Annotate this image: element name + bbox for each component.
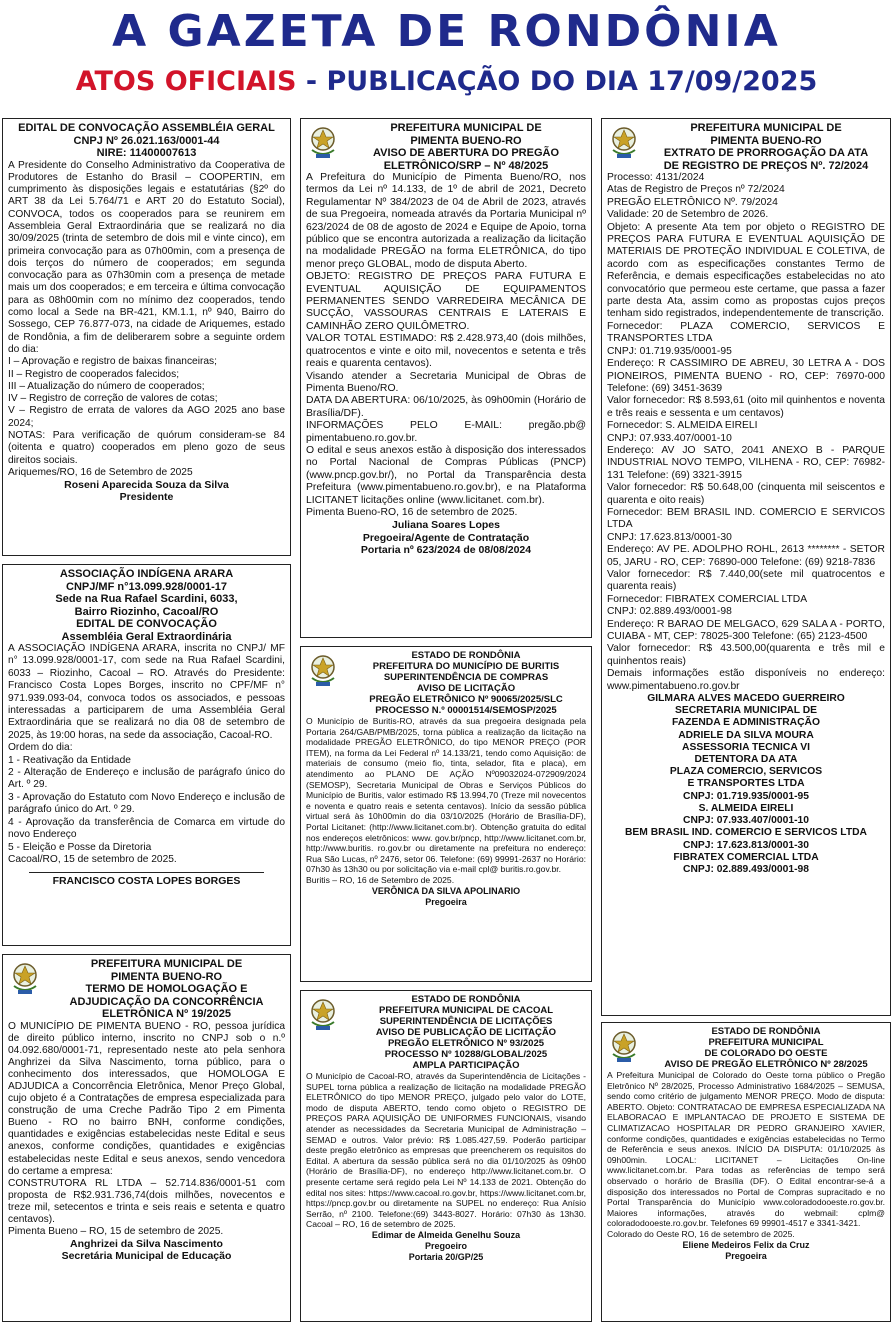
- signature-line-text: Edimar de Almeida Genelhu Souza: [371, 1229, 521, 1240]
- notice-header: [8, 568, 285, 643]
- body-paragraph: Visando atender a Secretaria Municipal de Obras de Pimenta Bueno/RO.: [306, 370, 586, 394]
- header-line: EDITAL DE CONVOCAÇÃO: [76, 618, 217, 630]
- notice-body: [8, 160, 285, 480]
- header-line: PREGÃO ELETRÔNICO Nº 93/2025: [387, 1038, 545, 1049]
- pimenta-bueno-seal-icon: [608, 124, 640, 160]
- signature-line-text: PLAZA COMERCIO, SERVICOS: [669, 766, 823, 778]
- cacoal-seal-icon: [307, 996, 339, 1032]
- notice-body: [607, 172, 885, 693]
- body-paragraph: O edital e seus anexos estão à disposição dos interessados no Portal Nacional de Compras Públicas (PNCP) (www.pncp.gov.br/), no Portal da Transparência desta Prefeitura (www.pimentabueno.ro.gov.br), e na Plataforma LICITANET licitações online (www.licitanet. com.br).: [306, 444, 586, 506]
- header-line: DE COLORADO DO OESTE: [704, 1048, 828, 1059]
- signature-line-text: VERÔNICA DA SILVA APOLINARIO: [371, 885, 521, 896]
- body-paragraph: II – Registro de cooperados falecidos;: [8, 368, 180, 380]
- body-paragraph: V – Registro de errata de valores da AGO 2025 ano base 2024;: [8, 405, 285, 429]
- header-line: PIMENTA BUENO-RO: [410, 134, 522, 147]
- body-paragraph: Fornecedor: PLAZA COMERCIO, SERVICOS E TRANSPORTES LTDA: [607, 320, 885, 345]
- header-line: SUPERINTENDÊNCIA DE LICITAÇÕES: [379, 1016, 553, 1027]
- body-paragraph: A Prefeitura Municipal de Colorado do Oeste torna público o Pregão Eletrônico Nº 28/2025, Processo Administrativo 1684/2025 – SEMUSA, sendo como critério de julgamento MENOR PREÇO. Modo de disputa: ABERTO. Objeto: CONTRATACAO DE EMPRESA ESPECIALIZADA NA ELABORACAO E IMPLANTACAO DE PROJETO E SISTEMA DE CLIMATIZACAO HOSPITALAR DR PEDRO GRANJEIRO XAVIER, conforme condições, quantidades e exigências estabelecidas no Termo de Referência e seus anexos. INÍCIO DA DISPUTA: 01/10/2025 às 09h00min. LOCAL: LICITANET – Licitações On-line www.licitanet.com.br. Para todas as referências de tempo será observado o horário de Brasília (DF). O Edital encontrar-se-á a disposição dos interessados no Portal de Compras supracitado e no Portal Transparência do Município www.coloradodooeste.ro.gov.br. Maiores informações, através do webmail: cplm@ coloradodooeste.ro.gov.br. Telefones 69 99901-4517 e 3341-3421.: [607, 1070, 885, 1229]
- body-paragraph: 4 - Aprovação da transferência de Comarca em virtude do novo Endereço: [8, 816, 285, 841]
- body-paragraph: Buritis – RO, 16 de Setembro de 2025.: [306, 874, 455, 885]
- header-line: PREFEITURA MUNICIPAL: [708, 1037, 824, 1048]
- body-paragraph: CNPJ: 01.719.935/0001-95: [607, 345, 732, 357]
- body-paragraph: Objeto: A presente Ata tem por objeto o REGISTRO DE PREÇOS PARA FUTURA E EVENTUAL AQUISIÇÃO DE MATERIAIS DE PROTEÇÃO INDIVIDUAL E COLETIVA, de acordo com as especificações constantes Termo de Referência, e demais especificações estabelecidas no ato convocatório que permeou este certame, que passa a fazer parte desta Ata, assim como as propostas cujos preços tenham sido registrados, independentemente de transcrição.: [607, 221, 885, 320]
- header-line: ESTADO DE RONDÔNIA: [711, 1026, 821, 1037]
- body-paragraph: Fornecedor: FIBRATEX COMERCIAL LTDA: [607, 593, 808, 605]
- notice-body: [8, 1021, 285, 1239]
- masthead: [0, 0, 893, 116]
- notice-signature: [306, 1230, 586, 1263]
- header-line: ESTADO DE RONDÔNIA: [411, 994, 521, 1005]
- header-line: ASSOCIAÇÃO INDÍGENA ARARA: [59, 568, 234, 580]
- signature-line-text: Secretária Municipal de Educação: [61, 1250, 232, 1263]
- pimenta-bueno-seal-icon: [9, 960, 41, 996]
- header-line: EDITAL DE CONVOCAÇÃO ASSEMBLÉIA GERAL: [18, 122, 275, 134]
- signature-line-text: CNPJ: 01.719.935/0001-95: [683, 790, 809, 802]
- body-paragraph: Valor fornecedor: R$ 8.593,61 (oito mil quinhentos e noventa e três reais e sessenta e um centavos): [607, 395, 885, 419]
- body-paragraph: 3 - Aprovação do Estatuto com Novo Endereço e inclusão de parágrafo único do Art. º 29.: [8, 791, 285, 816]
- body-paragraph: Ordem do dia:: [8, 742, 73, 754]
- notice-homologacao-creche: [2, 954, 291, 1322]
- signature-line-text: Juliana Soares Lopes: [392, 519, 500, 532]
- header-line: NIRE: 11400007613: [96, 147, 197, 159]
- signature-line-text: CNPJ: 07.933.407/0001-10: [683, 815, 809, 827]
- body-paragraph: VALOR TOTAL ESTIMADO: R$ 2.428.973,40 (dois milhões, quatrocentos e vinte e oito mil, novecentos e setenta e três reais e quarenta centavos).: [306, 333, 586, 370]
- body-paragraph: 1 - Reativação da Entidade: [8, 754, 131, 766]
- signature-line-text: Pregoeira: [725, 1250, 767, 1261]
- header-line: ELETRÔNICO/SRP – Nº 48/2025: [383, 159, 549, 172]
- body-paragraph: 5 - Eleição e Posse da Diretoria: [8, 841, 152, 853]
- notice-pregao-48: [300, 118, 592, 638]
- header-line: SUPERINTENDÊNCIA DE COMPRAS: [383, 672, 549, 683]
- notice-signature: [306, 886, 586, 908]
- body-paragraph: Endereço: R BARAO DE MELGACO, 629 SALA A - PORTO, CUIABA - MT, CEP: 78025-300 Telefone: (65) 2123-4500: [607, 618, 885, 643]
- notice-buritis: [300, 646, 592, 982]
- body-paragraph: Validade: 20 de Setembro de 2026.: [607, 209, 769, 221]
- notice-header: [306, 994, 586, 1071]
- signature-line-text: ASSESSORIA TECNICA VI: [682, 741, 810, 753]
- body-paragraph: PREGÃO ELETRÔNICO Nº. 79/2024: [607, 196, 778, 208]
- header-line: AVISO DE PREGÃO ELETRÔNICO Nº 28/2025: [664, 1059, 868, 1070]
- body-paragraph: III – Atualização do número de cooperados;: [8, 380, 205, 392]
- body-paragraph: O Município de Buritis-RO, através da sua pregoeira designada pela Portaria 264/GAB/PMB/2025, torna pública a realização da licitação na modalidade PREGÃO ELETRÔNICO, do tipo MENOR PREÇO (POR ITEM), na forma da Lei Federal nº 14.133/21, tendo como Aquisição: de materiais de consumo (meio fio, tinta, selador, fita e placa), em atendimento ao PLANO DE AÇÃO Nº09032024-072909/2024 (SEMOSP), Secretaria Municipal de Obras e Serviços Públicos do Município de Buritis, valor estimado R$ 13.994,70 (Treze mil novecentos e noventa e quatro reais e setenta centavos). Início da sessão pública virtual será às 10h00min do dia 03/10/2025 (Horário de Brasília-DF), Portal Licitanet: (http://www.licitanet.com.br). Obtenção gratuita do edital nos endereços eletrônicos: www. gov.br/pncp, http://www.licitanet.com.br, http://www.buritis. ro.gov.br ou diretamente na prefeitura no endereço: Rua São Lucas, nº 2476, setor 06. Telefone: (69) 99991-2637 no Horário: 07h30 às 13h30 ou por solicitação via e-mail cpl@ buritis.ro.gov.br.: [306, 716, 586, 875]
- header-line: PIMENTA BUENO-RO: [710, 134, 822, 147]
- body-paragraph: A Prefeitura do Município de Pimenta Bueno/RO, nos termos da Lei nº 14.133, de 1º de abril de 2021, Decreto Regulamentar Nº 384/2023 de 04 de Abril de 2023, através de sua Pregoeira, nomeada através da Portaria Municipal nº 623/2024 de 08 de agosto de 2024 e Equipe de Apoio, torna público que se encontra autorizada a realização da licitação na modalidade PREGÃO na forma ELETRÔNICA, do tipo menor preço GLOBAL, modo de disputa Aberto.: [306, 172, 586, 270]
- subtitle-separator: -: [296, 66, 327, 97]
- colorado-seal-icon: [608, 1028, 640, 1064]
- notice-signature: [607, 1240, 885, 1262]
- notice-signature: [306, 519, 586, 556]
- body-paragraph: OBJETO: REGISTRO DE PREÇOS PARA FUTURA E EVENTUAL AQUISIÇÃO DE EQUIPAMENTOS PERMANENTES SENDO VARREDEIRA MECÂNICA DE SUCÇÃO, VASSOURAS CENTRAIS E LATERAIS E CAMINHÃO ZERO QUILÔMETRO.: [306, 271, 586, 332]
- body-paragraph: Endereço: R CASSIMIRO DE ABREU, 30 LETRA A - DOS PIONEIROS, PIMENTA BUENO - RO, CEP: 76970-000 Telefone: (69) 3451-3639: [607, 358, 885, 394]
- header-line: DE REGISTRO DE PREÇOS Nº. 72/2024: [663, 159, 869, 172]
- body-paragraph: Valor fornecedor: R$ 50.648,00 (cinquenta mil seiscentos e quarenta e oito reais): [607, 482, 885, 506]
- signature-line-text: Pregoeira/Agente de Contratação: [362, 531, 530, 544]
- body-paragraph: Cacoal/RO, 15 de setembro de 2025.: [8, 853, 177, 865]
- subtitle-date: PUBLICAÇÃO DO DIA 17/09/2025: [326, 66, 818, 97]
- header-line: ESTADO DE RONDÔNIA: [411, 650, 521, 661]
- header-line: AVISO DE PUBLICAÇÃO DE LICITAÇÃO: [375, 1027, 557, 1038]
- header-line: ELETRÔNICA Nº 19/2025: [102, 1008, 231, 1020]
- header-line: CNPJ Nº 26.021.163/0001-44: [73, 134, 220, 147]
- body-paragraph: INFORMAÇÕES PELO E-MAIL: pregão.pb@ pimentabueno.ro.gov.br.: [306, 420, 586, 444]
- body-paragraph: O MUNICÍPIO DE PIMENTA BUENO - RO, pessoa jurídica de direito público interno, inscrito no CNPJ sob o n.º 04.092.680/0001-71, representado neste ato pela senhora Anghrizei da Silva Nascimento, torna público, para o conhecimento dos interessados, que HOMOLOGA E ADJUDICA a Concorrência Eletrônica, Menor Preço Global, cujo objeto é a Contratações de empresa especializada para construção de uma Creche Padrão Tipo 2 em Pimenta Bueno - RO no bairro BNH, conforme condições, quantidades e exigências estabelecidas neste Edital e seus anexos, conforme condições, quantidades e exigências estabelecidas neste Edital e seus anexos, sendo vencedora do certame a empresa:: [8, 1020, 285, 1177]
- notice-ata-72: [601, 118, 891, 1016]
- signature-line-text: GILMARA ALVES MACEDO GUERREIRO: [647, 693, 845, 705]
- header-line: AVISO DE ABERTURA DO PREGÃO: [373, 147, 559, 159]
- notice-signature: [8, 1238, 285, 1262]
- body-paragraph: Endereço: AV JO SATO, 2041 ANEXO B - PARQUE INDUSTRIAL NOVO TEMPO, VILHENA - RO, CEP: 76982-131 Telefone: (69) 3321-3915: [607, 444, 885, 481]
- body-paragraph: Valor fornecedor: R$ 43.500,00(quarenta e três mil e quinhentos reais): [607, 643, 885, 667]
- notice-body: [306, 716, 586, 886]
- body-paragraph: CNPJ: 07.933.407/0001-10: [607, 432, 732, 444]
- header-line: CNPJ/MF n°13.099.928/0001-17: [66, 580, 227, 593]
- signature-line-text: Portaria nº 623/2024 de 08/08/2024: [360, 543, 532, 556]
- notice-cacoal: [300, 990, 592, 1322]
- signature-line-text: BEM BRASIL IND. COMERCIO E SERVICOS LTDA: [625, 827, 867, 839]
- signature-line: [29, 872, 264, 873]
- signature-line-text: CNPJ: 02.889.493/0001-98: [683, 863, 809, 875]
- signature-line-text: Roseni Aparecida Souza da Silva: [64, 479, 229, 492]
- signature-line-text: Presidente: [119, 491, 174, 504]
- body-paragraph: Valor fornecedor: R$ 7.440,00(sete mil quatrocentos e quarenta reais): [607, 569, 885, 593]
- body-paragraph: A Presidente do Conselho Administrativo da Cooperativa de Produtores de Estanho do Brasil – COOPERTIN, em cumprimento às disposições legais e estatutárias (§2º do ART 38 da Lei 5.764/71 e ART 20 do Estatuto Social), CONVOCA, todos os cooperados para se reunirem em Assembleia Geral Extraordinária que se realizará no dia 30/09/2025 (trinta de setembro de dois mil e vinte cinco), em primeira convocação para as 07h00min, com a presença de dois terços do número de cooperados; em segunda convocação para as 07h30min com a presença de metade mais um dos cooperados; e em terceira e última convocação para as 08h00min com no mínimo dez cooperados, tendo como local a Sede na BR-421, KM.1.1, nº 940, Bairro do Sossego, CEP 76.877-073, na cidade de Ariquemes, estado de Rondônia, a fim de deliberarem sobre a seguinte ordem do dia:: [8, 159, 285, 355]
- signature-line-text: Eliene Medeiros Felix da Cruz: [682, 1239, 810, 1250]
- header-line: PREFEITURA MUNICIPAL DE CACOAL: [379, 1005, 553, 1016]
- signature-line-text: Portaria 20/GP/25: [408, 1251, 484, 1262]
- body-paragraph: IV – Registro de correção de valores de cotas;: [8, 393, 218, 405]
- header-line: AVISO DE LICITAÇÃO: [416, 683, 516, 694]
- body-paragraph: Atas de Registro de Preços nº 72/2024: [607, 184, 785, 196]
- body-paragraph: Processo: 4131/2024: [607, 172, 705, 183]
- signature-line-text: Pregoeira: [425, 896, 467, 907]
- signature-line-text: DETENTORA DA ATA: [694, 754, 798, 766]
- notice-header: [8, 958, 285, 1021]
- signature-line-text: CNPJ: 17.623.813/0001-30: [683, 839, 809, 851]
- notice-signature: [8, 875, 285, 887]
- header-line: PROCESSO N.º 00001514/SEMOSP/2025: [375, 705, 557, 716]
- signature-line-text: SECRETARIA MUNICIPAL DE: [674, 705, 818, 717]
- header-line: EXTRATO DE PRORROGAÇÃO DA ATA: [663, 147, 869, 159]
- signature-line-text: ADRIELE DA SILVA MOURA: [678, 729, 814, 741]
- notice-coopertin: [2, 118, 291, 556]
- body-paragraph: Fornecedor: BEM BRASIL IND. COMERCIO E SERVICOS LTDA: [607, 506, 885, 531]
- header-line: PREGÃO ELETRÔNICO Nº 90065/2025/SLC: [369, 694, 563, 705]
- header-line: Sede na Rua Rafael Scardini, 6033,: [55, 593, 238, 605]
- notice-colorado: [601, 1022, 891, 1322]
- signature-line-text: FAZENDA E ADMINISTRAÇÃO: [672, 717, 820, 729]
- header-line: AMPLA PARTICIPAÇÃO: [412, 1060, 520, 1071]
- edition-subtitle: [0, 66, 893, 97]
- body-paragraph: Endereço: AV PE. ADOLPHO ROHL, 2613 ******** - SETOR 05, JARU - RO, CEP: 76890-000 Telefone: (69) 9218-7836: [607, 544, 885, 568]
- notice-header: [306, 650, 586, 716]
- notice-signature: [607, 693, 885, 876]
- signature-line-text: Pregoeiro: [424, 1240, 467, 1251]
- notice-header: [607, 122, 885, 172]
- signature-line-text: E TRANSPORTES LTDA: [687, 778, 805, 790]
- body-paragraph: DATA DA ABERTURA: 06/10/2025, às 09h00min (Horário de Brasília/DF).: [306, 395, 586, 419]
- header-line: PIMENTA BUENO-RO: [110, 970, 223, 983]
- body-paragraph: I – Aprovação e registro de baixas financeiras;: [8, 356, 217, 368]
- header-line: Assembléia Geral Extraordinária: [61, 630, 232, 643]
- signature-line-text: S. ALMEIDA EIRELI: [698, 802, 794, 814]
- notice-body: [306, 172, 586, 519]
- body-paragraph: A ASSOCIAÇÃO INDÍGENA ARARA, inscrita no CNPJ/ MF n° 13.099.928/0001-17, com sede na Rua Rafael Scardini, 6033 – Riozinho, Cacoal – RO. Através do Presidente: Francisco Costa Lopes Borges, inscrito no CPF/MF n° 971.939.093-04, convoca todos os associados, e pessoas interessadas a participarem de uma Assembléia Geral Extraordinária que se realizará no dia 08 de setembro de 2025, às 19:00 horas, na sede da associação, Cacoal-RO.: [8, 643, 285, 741]
- buritis-seal-icon: [307, 652, 339, 688]
- body-paragraph: Fornecedor: S. ALMEIDA EIRELI: [607, 420, 758, 432]
- body-paragraph: Demais informações estão disponíveis no endereço: www.pimentabueno.ro.gov.br: [607, 668, 885, 692]
- header-line: PREFEITURA MUNICIPAL DE: [690, 122, 842, 134]
- pimenta-bueno-seal-icon: [307, 124, 339, 160]
- notice-associacao-arara: [2, 564, 291, 946]
- notice-body: [306, 1071, 586, 1230]
- header-line: PREFEITURA MUNICIPAL DE: [390, 122, 542, 134]
- notice-signature: [8, 479, 285, 503]
- newspaper-title: A GAZETA DE RONDÔNIA: [112, 6, 781, 57]
- notice-header: [607, 1026, 885, 1070]
- header-line: TERMO DE HOMOLOGAÇÃO E: [85, 983, 248, 995]
- header-line: PREFEITURA MUNICIPAL DE: [90, 958, 243, 970]
- body-paragraph: Pimenta Bueno – RO, 15 de setembro de 2025.: [8, 1226, 224, 1238]
- subtitle-red: ATOS OFICIAIS: [75, 66, 297, 97]
- body-paragraph: Ariquemes/RO, 16 de Setembro de 2025: [8, 466, 193, 478]
- body-paragraph: CNPJ: 02.889.493/0001-98: [607, 606, 732, 618]
- signature-line-text: Anghrizei da Silva Nascimento: [70, 1238, 223, 1251]
- body-paragraph: CONSTRUTORA RL LTDA – 52.714.836/0001-51 com proposta de R$2.931.736,74(dois milhões, novecentos e treze mil, setecentos e trinta e seis reais e setenta e quatro centavos).: [8, 1177, 285, 1225]
- body-paragraph: Pimenta Bueno-RO, 16 de setembro de 2025.: [306, 506, 518, 518]
- header-line: PREFEITURA DO MUNICÍPIO DE BURITIS: [372, 661, 560, 672]
- body-paragraph: O Município de Cacoal-RO, através da Superintendência de Licitações - SUPEL torna pública a realização de licitação na modalidade PREGÃO ELETRÔNICO do tipo MENOR PREÇO, julgado pelo valor do LOTE, modo de disputa ABERTO, tendo como objeto o REGISTRO DE PREÇOS PARA AQUISIÇÃO DE UNIFORMES FUNCIONAIS, visando atender as necessidades da Secretaria Municipal de Administração – SEMAD e outros. Valor prévio: R$ 1.085.427,59. Poderão participar deste pregão eletrônico as empresas que preencherem os requisitos do Edital. A abertura da sessão pública será no dia 01/10/2025 às 09h00 (Horário de Brasília-DF), no endereço http://www.licitanet.com.br. O presente certame será regido pela Lei Nº 14.133 de 2021. Obtenção do edital nos sites: https://www.cacoal.ro.gov.br, https://www.licitanet.com.br, https://pncp.gov.br ou diretamente na SUPEL no endereço: Rua Anísio Serrão, nº 2100. Telefone:(69) 3443-8027. Horário: 07h30 às 13h30. Cacoal – RO, 16 de setembro de 2025.: [306, 1071, 586, 1230]
- header-line: Bairro Riozinho, Cacoal/RO: [74, 605, 219, 618]
- signature-line-text: FRANCISCO COSTA LOPES BORGES: [52, 875, 241, 888]
- header-line: ADJUDICAÇÃO DA CONCORRÊNCIA: [69, 995, 264, 1008]
- header-line: PROCESSO Nº 10288/GLOBAL/2025: [384, 1049, 548, 1060]
- body-paragraph: CNPJ: 17.623.813/0001-30: [607, 531, 732, 543]
- notice-header: [8, 122, 285, 160]
- body-paragraph: Colorado do Oeste RO, 16 de setembro de 2025.: [607, 1228, 795, 1239]
- notice-body: [8, 643, 285, 866]
- body-paragraph: 2 - Alteração de Endereço e inclusão de parágrafo único do Art. º 29.: [8, 767, 285, 791]
- body-paragraph: NOTAS: Para verificação de quórum consideram-se 84 (oitenta e quatro) cooperados em pleno gozo de seus direitos sociais.: [8, 430, 285, 466]
- notice-header: [306, 122, 586, 172]
- signature-line-text: FIBRATEX COMERCIAL LTDA: [673, 851, 819, 863]
- notice-body: [607, 1070, 885, 1240]
